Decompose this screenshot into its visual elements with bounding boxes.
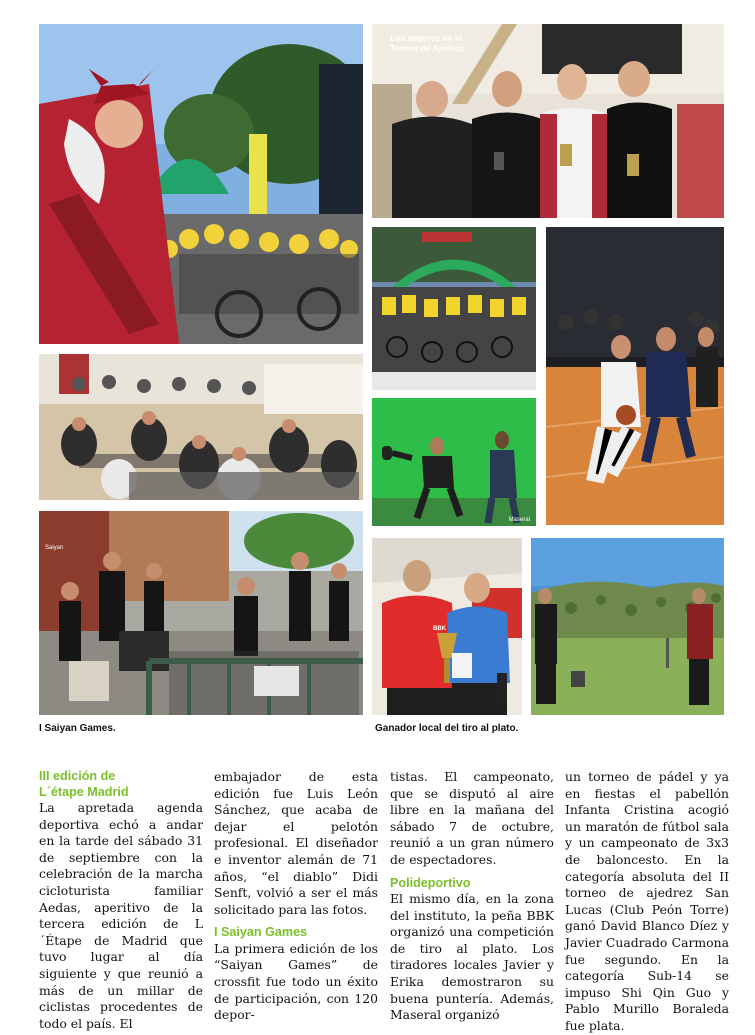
saiyan-sign-text: Saiyan xyxy=(45,545,64,551)
caption-saiyan-games: I Saiyan Games. xyxy=(39,723,116,734)
article-paragraph: La apretada agenda deportiva echó a andar en la tarde del sábado 31 de septiembre con la celebración de la marcha cicloturista familiar Aedas, aperitivo de la tercera edición de L´Étape de Madrid que tuvo lugar al día siguiente y que reunió a más de un millar de ciclistas procedentes de todo el país. El xyxy=(39,800,203,1031)
chess-winners-caption: Los mejores en el Torneo de Ajedrez. xyxy=(390,33,466,53)
article-column-3 xyxy=(390,769,554,1024)
photo-padel xyxy=(372,398,536,526)
photo-trap-shooting-winner xyxy=(372,538,522,715)
caption-trap-shooting: Ganador local del tiro al plato. xyxy=(375,723,519,734)
photo-basketball xyxy=(546,227,724,525)
bbk-banner-text: BBK xyxy=(433,626,446,632)
photo-saiyan-games xyxy=(39,511,363,715)
photo-chess-winners xyxy=(372,24,724,218)
article-column-4 xyxy=(565,769,729,1035)
photo-cycling-devil xyxy=(39,24,363,344)
padel-logo-text: Maseral xyxy=(508,517,530,523)
photo-chess-tournament xyxy=(39,354,363,500)
article-paragraph: La primera edición de los “Saiyan Games” de crossfit fue todo un éxito de participación, con 120 depor- xyxy=(214,940,378,1023)
article-paragraph: un torneo de pádel y ya en fiestas el pabellón Infanta Cristina acogió un maratón de fútbol sala y un campeonato de 3x3 de baloncesto. En la categoría absoluta del II torneo de ajedrez San Lucas (Club Peón Torre) ganó David Blanco Díez y Javier Cuadrado Carmona fue segundo. En la categoría Sub-14 se impuso Shi Qin Guo y Pablo Murillo Boraleda fue plata. xyxy=(565,769,729,1033)
article-paragraph: embajador de esta edición fue Luis León Sánchez, que acaba de dejar el pelotón profesional. El diseñador e inventor alemán de 71 años, “el diablo” Didi Senft, volvió a ser el más solicitado para las fotos. xyxy=(214,769,378,917)
article-paragraph: El mismo día, en la zona del instituto, la peña BBK organizó una competición de tiro al plato. Los tiradores locales Javier y Erika demostraron su buena puntería. Además, Maseral organizó xyxy=(390,891,554,1023)
section-heading-etape: III edición de L´étape Madrid xyxy=(39,769,129,799)
photo-cycling-start xyxy=(372,227,536,390)
photo-trap-shooting-field xyxy=(531,538,724,715)
article-column-1 xyxy=(39,769,203,1032)
article-paragraph: tistas. El campeonato, que se disputó al aire libre en la mañana del sábado 7 de octubre, reunió a un gran número de espectadores. xyxy=(390,769,554,867)
section-heading-polideportivo: Polideportivo xyxy=(390,875,471,890)
section-heading-saiyan: I Saiyan Games xyxy=(214,925,308,940)
article-column-2 xyxy=(214,769,378,1024)
